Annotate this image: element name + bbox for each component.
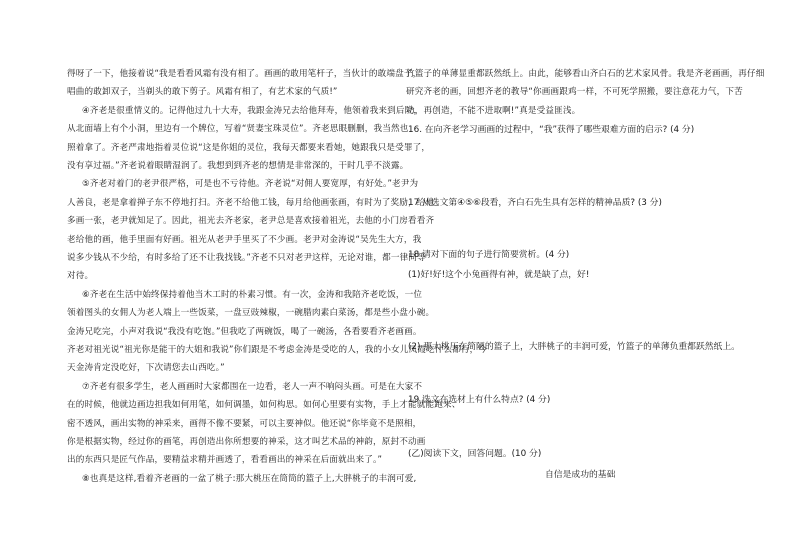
section-yi-heading: (乙)阅读下文，回答问题。(10 分): [408, 449, 542, 459]
text-line: 研究齐老的画，回想齐老的教导“你画画跟鸡一样，不可死学照搬，要注意花力气，下苦: [406, 87, 743, 98]
text-line: ⑥齐老在生活中始终保持着他当木工时的朴素习惯。有一次，金涛和我陪齐老吃饭，一位: [82, 289, 423, 300]
question-17: 17 从选文第④⑤⑥段看，齐白石先生具有怎样的精神品质? (3 分): [408, 198, 662, 208]
text-line: 得呀了一下，他接着说“我是看看风霜有没有相了。画画的敢用笔杆子，当伙计的敢端盘子，: [67, 69, 422, 79]
text-line: ⑧也真是这样,看着齐老画的一盆了桃子:那大桃压在筒筒的篮子上,大胖桃子的丰润可爱,: [82, 473, 417, 484]
text-line: 多画一张，老尹就知足了。因此，祖光去齐老家，老尹总是喜欢接着祖光，去他的小门房看看齐: [67, 216, 435, 227]
text-line: 说多少钱从不少给，有时多给了还不让我找钱。”齐老不只对老尹这样，无论对谁，都一律同等: [67, 253, 426, 263]
text-line: 唱曲的敢卸双子，当剃头的敢下剪子。风霜有相了，有艺术家的气质!”: [67, 87, 338, 98]
text-line: 功，再创造，不能不进取啊!”真是受益匪浅。: [406, 105, 581, 116]
text-line: 从北面墙上有个小洞，里边有一个牌位，写着“贤妻宝珠灵位”。齐老思眼删删，我当然也: [67, 124, 409, 135]
section-title: 自信是成功的基础: [545, 470, 616, 480]
text-line: 没有享过福。”齐老说着眼睛湿润了。我想到到齐老的想情是非常深的，干时几乎不淡露。: [67, 161, 409, 171]
text-line: 对待。: [67, 271, 94, 282]
text-line: 齐老对祖光说“祖光你是能干的大姐和我说”你们跟是不考虑金涛是受吃的人，我的小女儿凤霞吃什么都行，今: [67, 345, 488, 355]
text-line: 老给他的画，他手里面有好画。祖光从老尹手里买了不少画。老尹对金涛说“吴先生大方，我: [67, 234, 422, 245]
text-line: 密不透风，画出实物的神采来，画得不像不要紧，可以主要神似。他还说“你毕竟不是照相，: [67, 418, 422, 429]
text-line: 竹篮子的单薄显重都跃然纸上。由此，能够看山齐白石的艺术家风骨。我是齐老画画，再仔细: [406, 69, 765, 79]
text-line: 照着拿了。齐老严肃地指着灵位说“这是你姐的灵位，我每天都要来看她，她跟我只是受罪了，: [67, 142, 431, 153]
text-line: 天金涛肯定没吃好，下次请您去山西吃。”: [67, 363, 225, 374]
text-line: 人善良，老是拿着掸子东不停地打扫。齐老不给他工钱，每月给他画张画，有时为了奖励，给他: [67, 197, 435, 208]
question-18-1: (1)好!好!这个小兔画得有神，就是缺了点，好!: [408, 270, 590, 280]
question-19: 19 选文在选材上有什么特点? (4 分): [408, 395, 551, 405]
text-line: ⑤齐老对着门的老尹很严格，可是也不亏待他。齐老说“对佣人要宽厚，有好处。”老尹为: [82, 179, 419, 190]
text-line: 在的时候，他就边画边担我如何用笔，如何调墨，如何构思。如何心里要有实物，手上才能就能跑来、: [67, 400, 461, 411]
question-18-2: (2) 那大桃压在简陋的篮子上，大胖桃子的丰润可爱，竹篮子的单薄负重都跃然纸上。: [408, 342, 740, 352]
text-line: 出的东西只是匠气作品，要精益求精并画透了，看看画出的神采在后面就出来了。”: [67, 455, 383, 466]
text-line: ④齐老是很重情义的。记得他过九十大寿，我跟金涛兄去给他拜寿，他领着我来到后院，: [82, 105, 423, 116]
text-line: 你是根据实物，经过你的画笔，再创造出你所想要的神采，这才叫艺术品的神韵，原封不动画: [67, 437, 426, 447]
question-18: 18 请对下面的句子进行简要赏析。(4 分): [408, 250, 570, 260]
text-line: 领着图头的女佣人为老人端上一些饭菜，一盘豆豉辣椒，一碗腊肉素白菜汤，都是些小盘小碗。: [67, 308, 435, 319]
text-line: ⑦齐老有很多学生，老人画画时大家都围在一边看，老人一声不响闷头画。可是在大家不: [82, 381, 423, 392]
text-line: 金涛兄吃完，小声对我说“我没有吃饱。”但我吃了两碗饭，喝了一碗汤，各看要看齐老画画。: [67, 326, 422, 337]
question-16: 16. 在向齐老学习画画的过程中，“我”获得了哪些艰难方面的启示? (4 分): [408, 125, 695, 135]
